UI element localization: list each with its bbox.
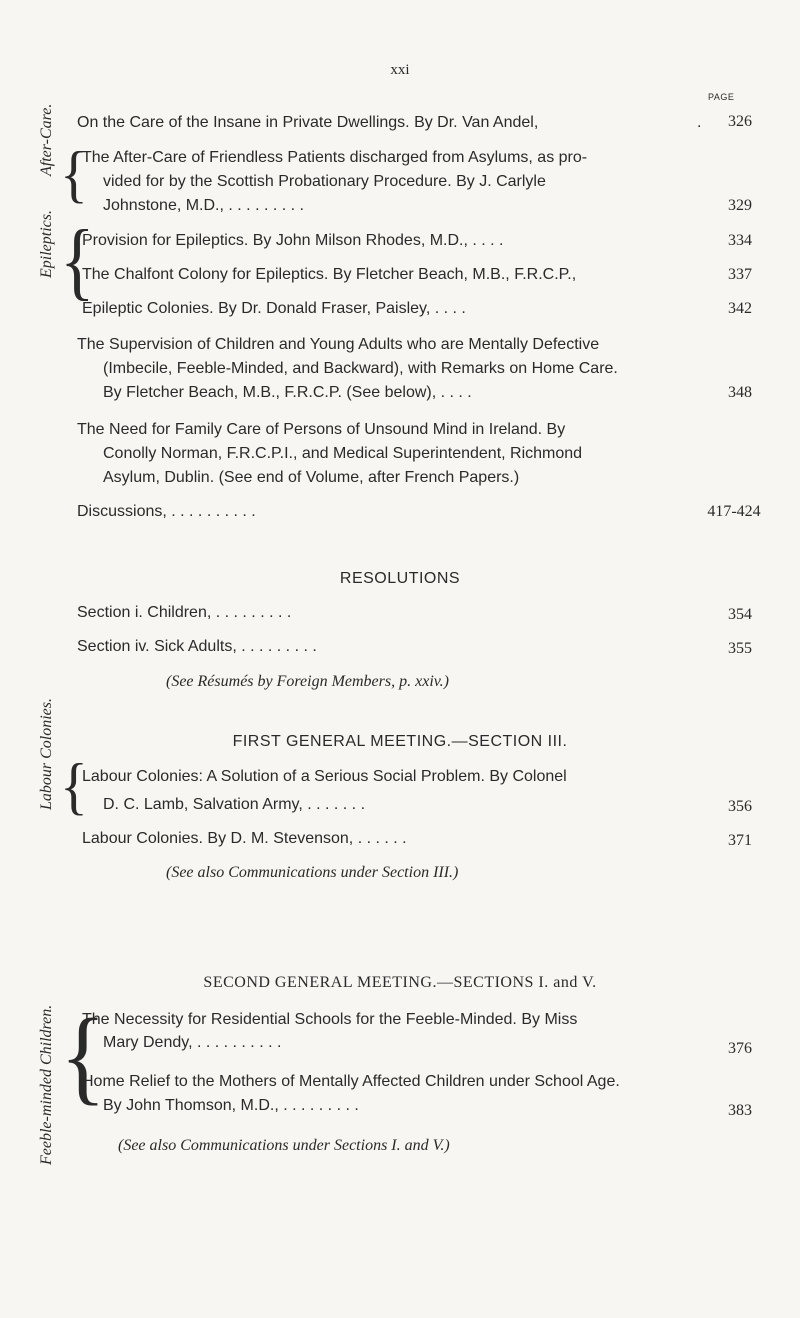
resolutions-heading: RESOLUTIONS [339,570,461,587]
entry-dot: . [697,114,702,131]
page-ref: 348 [728,384,752,401]
entry-line: By Fletcher Beach, M.B., F.R.C.P. (See below), . . . . [103,384,472,401]
entry-line: The Supervision of Children and Young Adults who are Mentally Defective [77,336,600,353]
page-ref: 376 [728,1040,752,1057]
page-ref: 356 [728,798,752,815]
page-ref: 383 [728,1102,752,1119]
entry-line: Labour Colonies. By D. M. Stevenson, . . . . . . [82,830,407,847]
side-label-epileptics: Epileptics. [38,210,55,278]
entry-line: The Chalfont Colony for Epileptics. By Fletcher Beach, M.B., F.R.C.P., [82,266,577,283]
first-meeting-heading: FIRST GENERAL MEETING.—SECTION III. [232,733,568,750]
resolutions-note: (See Résumés by Foreign Members, p. xxiv.) [166,673,449,690]
entry-line: Mary Dendy, . . . . . . . . . . [103,1034,282,1051]
brace-after-care: { [60,137,88,210]
page-column-header: PAGE [708,92,735,102]
second-meeting-heading: SECOND GENERAL MEETING.—SECTIONS I. and V. [203,974,597,991]
entry-line: D. C. Lamb, Salvation Army, . . . . . . . [103,796,366,813]
entry-line: vided for by the Scottish Probationary Procedure. By J. Carlyle [103,173,546,190]
entry-line: By John Thomson, M.D., . . . . . . . . . [103,1097,359,1114]
entry-line: The Necessity for Residential Schools for the Feeble-Minded. By Miss [82,1011,578,1028]
brace-feeble: { [60,996,107,1115]
page-number: xxi [390,62,410,78]
resolution-item: Section i. Children, . . . . . . . . . [77,604,292,621]
page-ref: 355 [728,640,752,657]
page-ref: 371 [728,832,752,849]
entry-line: Discussions, . . . . . . . . . . [77,503,256,520]
entry-line: Asylum, Dublin. (See end of Volume, after French Papers.) [103,469,520,486]
second-meeting-note: (See also Communications under Sections I. and V.) [118,1137,450,1154]
entry-line: Home Relief to the Mothers of Mentally Affected Children under School Age. [82,1073,620,1090]
page-ref: 417-424 [707,503,761,520]
resolution-item: Section iv. Sick Adults, . . . . . . . . . [77,638,317,655]
side-label-labour-colonies: Labour Colonies. [38,697,55,810]
entry-line: Epileptic Colonies. By Dr. Donald Fraser, Paisley, . . . . [82,300,466,317]
entry-line: Johnstone, M.D., . . . . . . . . . [103,197,304,214]
entry-line: The After-Care of Friendless Patients discharged from Asylums, as pro- [82,149,588,166]
page-ref: 337 [728,266,752,283]
brace-labour: { [60,749,88,822]
page-ref: 326 [728,113,752,130]
entry-line: Labour Colonies: A Solution of a Serious Social Problem. By Colonel [82,768,567,785]
page-ref: 354 [728,606,752,623]
entry-line: (Imbecile, Feeble-Minded, and Backward), with Remarks on Home Care. [103,360,618,377]
entry-line: Conolly Norman, F.R.C.P.I., and Medical Superintendent, Richmond [103,445,583,462]
page-ref: 334 [728,232,752,249]
entry-line: The Need for Family Care of Persons of Unsound Mind in Ireland. By [77,421,566,438]
brace-epileptics: { [60,212,95,309]
side-label-after-care: After-Care. [38,103,55,176]
page-ref: 342 [728,300,752,317]
entry-line: Provision for Epileptics. By John Milson Rhodes, M.D., . . . . [82,232,504,249]
entry-line: On the Care of the Insane in Private Dwellings. By Dr. Van Andel, [77,114,539,131]
side-label-feeble-minded: Feeble-minded Children. [38,1004,55,1165]
page-ref: 329 [728,197,752,214]
first-meeting-note: (See also Communications under Section III.) [166,864,459,881]
